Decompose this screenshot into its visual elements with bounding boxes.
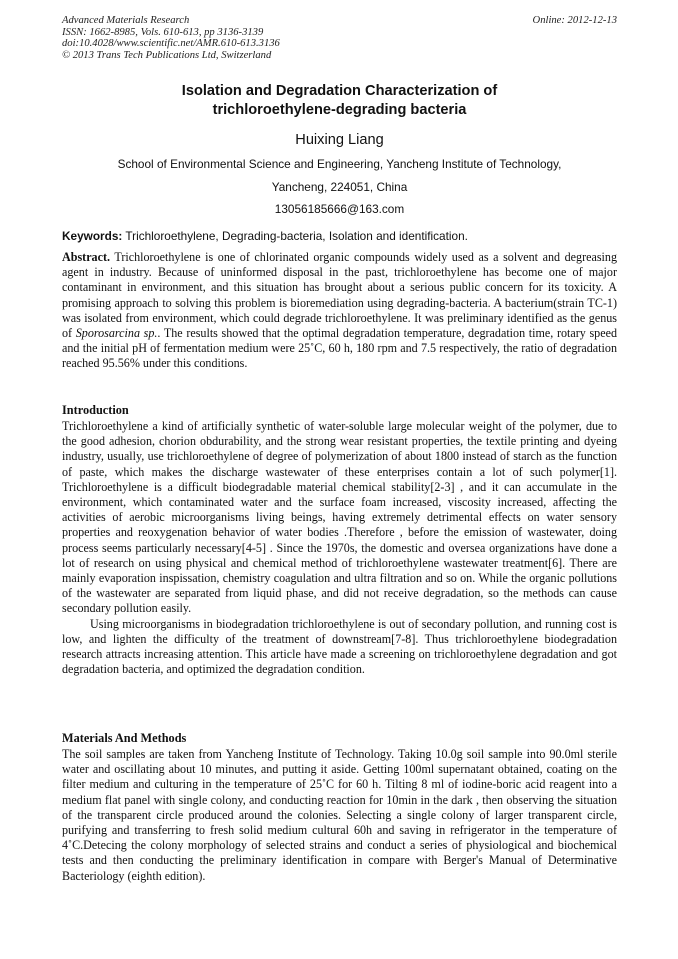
paper-title [62, 82, 617, 120]
journal-name: Advanced Materials Research [62, 15, 190, 26]
abstract-label: Abstract. [62, 250, 111, 264]
affiliation-line-1: School of Environmental Science and Engineering, Yancheng Institute of Technology, [117, 157, 562, 171]
abstract-genus: Sporosarcina sp. [75, 326, 158, 341]
abstract-text-1: Trichloroethylene is one of chlorinated organic compounds widely used as a solvent and degreasing agent in industry. Because of uninformed disposal in the past, trichloroethylene has become one of major contaminant in environment, and this situation has brought about a serious public concern for its toxicity. A promising approach to solving this problem is bioremediation using degrading-bacteria. A bacterium(strain TC-1) was isolated from environment, which could degrade trichloroethylene. It was preliminary identified as the genus of [62, 250, 617, 341]
methods-paragraph-1: The soil samples are taken from Yancheng Institute of Technology. Taking 10.0g soil sample into 90.0ml sterile water and oscillating about 10 minutes, and putting it aside. Getting 100ml supernatant obtained, coating on the filter medium and culturing in the temperature of 25˚C for 60 h. Tilting 8 ml of iodine-boric acid reagent into a medium flat panel with single colony, and conducting reaction for 10min in the dark , then observing the situation of the transparent circle produced around the colonies. Selecting a single colony of larger transparent circle, purifying and transferring to fresh solid medium cultural 60h and saving in refrigerator in the temperature of 4˚C.Detecing the colony morphology of selected strains and conduct a series of physiological and biochemical tests and then conducting the preliminary identification in compare with Berger's Manual of Determinative Bacteriology (eighth edition). [62, 747, 617, 883]
introduction-paragraph-2: Using microorganisms in biodegradation trichloroethylene is out of secondary pollution, and running cost is low, and lighten the difficulty of the treatment of downstream[7-8]. Thus trichloroethylene biodegradation research attracts increasing attention. This article have made a screening on trichloroethylene degradation and got degradation bacteria, and optimized the degradation condition. [62, 616, 617, 677]
author-email: 13056185666@163.com [274, 202, 405, 216]
issn-line: ISSN: 1662-8985, Vols. 610-613, pp 3136-3139 [62, 26, 264, 38]
introduction-body [62, 419, 617, 677]
keywords-text: Trichloroethylene, Degrading-bacteria, Isolation and identification. [122, 229, 468, 243]
abstract [62, 250, 617, 372]
introduction-paragraph-1: Trichloroethylene a kind of artificially synthetic of water-soluble large molecular weight of the polymer, due to the good adhesion, chorion obdurability, and the strong wear resistant properties, the textile printing and dyeing industry, usually, use trichloroethylene of degree of polymerization of about 1800 instead of starch as the function of paste, which makes the discharge wastewater of these enterprises contain a lot of such polymer[1]. Trichloroethylene is a difficult biodegradable material chemical stability[2-3] , and it can accumulate in the environment, which contaminated water and the surface foam increased, viscosity increased, affecting the activities of aerobic microorganisms living beings, having extremely detrimental effects on water sensory properties and reoxygenation behavior of water bodies .Therefore , before the emission of wastewater, doing process seems particularly necessary[4-5] . Since the 1970s, the domestic and oversea organizations have done a lot of research on using physical and chemical method of trichloroethylene wastewater treatment[6]. There are mainly evaporation inspissation, chemistry coagulation and ultra filtration and so on. While the organic pollutions of the wastewater are separated from liquid phase, and did not receive degradation, so the methods can cause secondary pollution easily. [62, 419, 617, 616]
affiliation-line-2: Yancheng, 224051, China [271, 180, 408, 194]
title-line-1: Isolation and Degradation Characterization of [181, 83, 498, 99]
doi-line: doi:10.4028/www.scientific.net/AMR.610-613.3136 [62, 38, 280, 50]
copyright-line: © 2013 Trans Tech Publications Ltd, Switzerland [62, 49, 272, 61]
methods-heading: Materials And Methods [62, 731, 187, 745]
author-name: Huixing Liang [295, 132, 384, 148]
online-date: Online: 2012-12-13 [532, 15, 617, 26]
introduction-heading: Introduction [62, 403, 129, 417]
keywords [62, 229, 617, 243]
abstract-text-2: . The results showed that the optimal degradation temperature, degradation time, rotary speed and the initial pH of fermentation medium were 25˚C, 60 h, 180 rpm and 7.5 respectively, the ratio of degradation reached 95.56% under this conditions. [62, 326, 617, 371]
journal-header [62, 15, 617, 61]
title-line-2: trichloroethylene-degrading bacteria [212, 102, 467, 118]
keywords-label: Keywords: [62, 229, 123, 243]
